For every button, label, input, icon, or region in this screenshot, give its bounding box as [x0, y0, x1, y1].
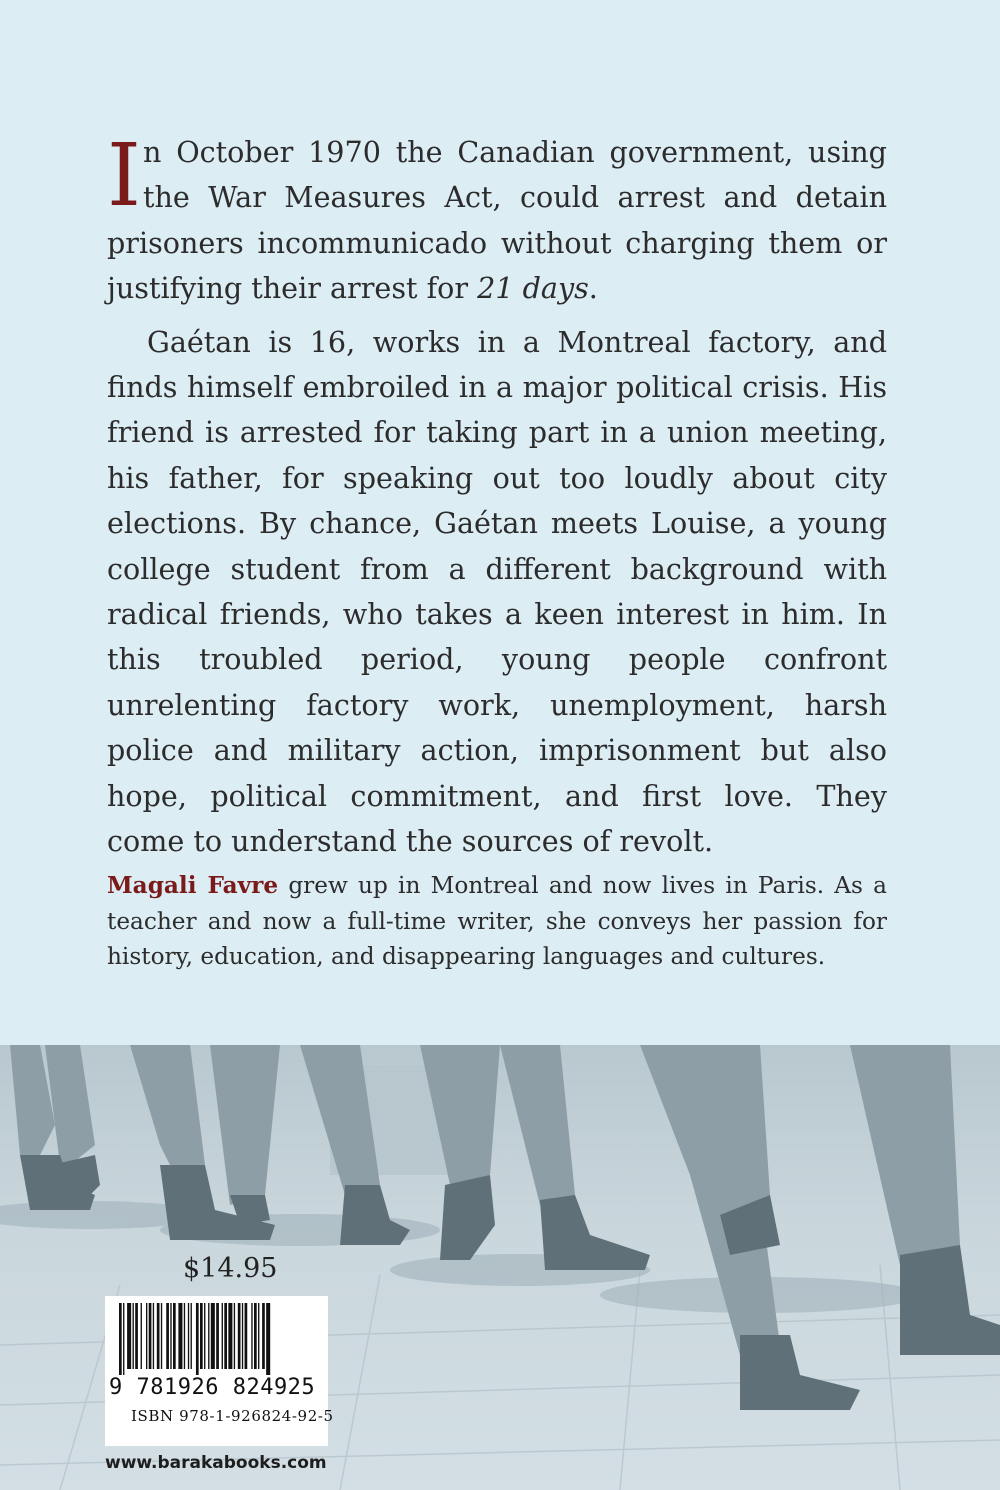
- barcode-bar: [196, 1303, 199, 1375]
- barcode-bar: [161, 1303, 162, 1369]
- barcode-bar: [242, 1303, 243, 1369]
- barcode-digits: 9 781926 824925: [109, 1375, 316, 1400]
- price: $14.95: [183, 1253, 278, 1284]
- barcode-bar: [123, 1303, 124, 1375]
- barcode-bar: [153, 1303, 154, 1369]
- barcode-bar: [222, 1303, 223, 1369]
- author-name: Magali Favre: [107, 872, 279, 900]
- barcode-bar: [262, 1303, 265, 1369]
- barcode-bar: [200, 1303, 203, 1369]
- barcode-bar: [251, 1303, 252, 1369]
- barcode-bar: [211, 1303, 215, 1369]
- barcode: [105, 1296, 334, 1446]
- barcode-bar: [127, 1303, 131, 1369]
- barcode-bars: [119, 1303, 314, 1375]
- barcode-bar: [254, 1303, 257, 1369]
- barcode-bar: [149, 1303, 152, 1369]
- barcode-bar: [170, 1303, 171, 1369]
- blurb-paragraph-2: Gaétan is 16, works in a Montreal factory, and finds himself embroiled in a major political crisis. His friend is arrested for taking part in a union meeting, his father, for speaking out too loudly about city elections. By chance, Gaétan meets Louise, a young college student from a different background with radical friends, who takes a keen interest in him. In this troubled period, young people confront unrelenting factory work, unemployment, harsh police and military action, imprisonment but also hope, political commitment, and first love. They come to understand the sources of revolt.: [107, 324, 887, 859]
- barcode-bar: [146, 1303, 147, 1369]
- isbn: ISBN 978-1-926824-92-5: [131, 1407, 334, 1425]
- barcode-bar: [258, 1303, 259, 1369]
- barcode-bar: [135, 1303, 138, 1369]
- blurb-paragraph-1: [107, 126, 887, 312]
- blurb-paragraph-1-text: n October 1970 the Canadian government, using the War Measures Act, could arrest and detain prisoners incommunicado without charging them or justifying their arrest for: [107, 135, 887, 306]
- barcode-bar: [191, 1303, 192, 1369]
- barcode-bar: [216, 1303, 219, 1369]
- barcode-bar: [173, 1303, 176, 1369]
- website: www.barakabooks.com: [105, 1453, 327, 1473]
- barcode-bar: [133, 1303, 134, 1369]
- barcode-bar: [234, 1303, 235, 1369]
- barcode-bar: [119, 1303, 122, 1375]
- barcode-bar: [178, 1303, 182, 1369]
- barcode-bar: [141, 1303, 142, 1369]
- author-bio: [107, 868, 887, 974]
- barcode-bar: [228, 1303, 232, 1369]
- barcode-bar: [188, 1303, 189, 1369]
- drop-cap: I: [107, 126, 141, 226]
- barcode-bar: [224, 1303, 227, 1369]
- barcode-bar: [266, 1303, 270, 1375]
- author-bio-text: grew up in Montreal and now lives in Paris. As a teacher and now a full-time writer, she conveys her passion for history, education, and disappearing languages and cultures.: [107, 872, 887, 970]
- barcode-bar: [204, 1303, 205, 1369]
- barcode-bar: [184, 1303, 185, 1369]
- barcode-bar: [157, 1303, 160, 1369]
- barcode-bar: [238, 1303, 241, 1369]
- blurb-emphasis: 21 days: [477, 271, 589, 306]
- blurb-paragraph-1-end: .: [588, 271, 598, 306]
- blurb: [107, 126, 887, 865]
- barcode-bar: [245, 1303, 248, 1369]
- barcode-bar: [166, 1303, 169, 1369]
- barcode-bar: [208, 1303, 209, 1369]
